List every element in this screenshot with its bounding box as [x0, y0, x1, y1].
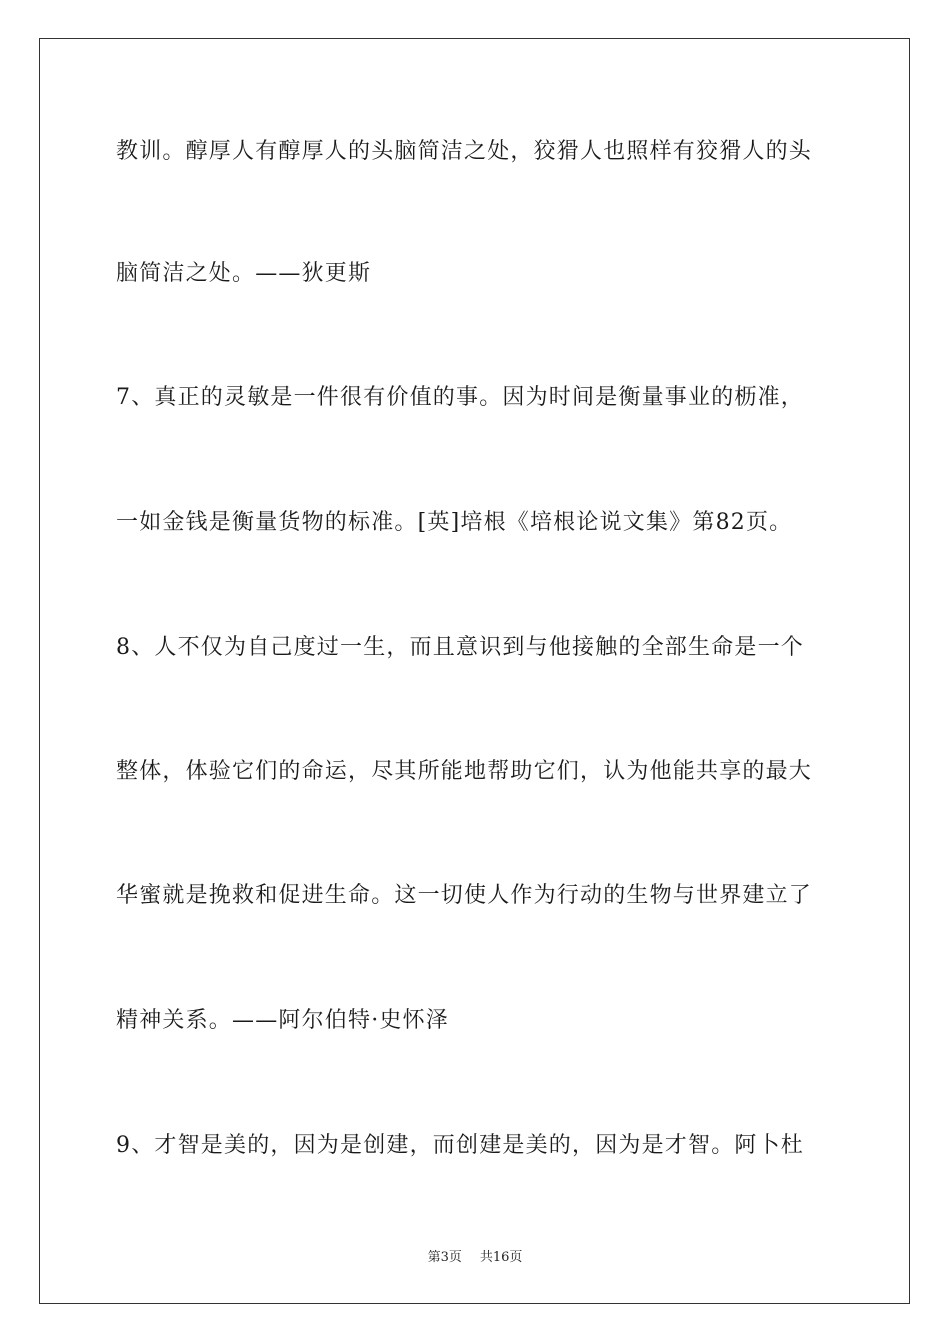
- page-number: 第3页: [427, 1250, 462, 1265]
- text-line: 整体，体验它们的命运，尽其所能地帮助它们，认为他能共享的最大: [116, 759, 813, 784]
- text-line: 7、真正的灵敏是一件很有价值的事。因为时间是衡量事业的枥准，: [116, 385, 804, 410]
- text-line: 精神关系。——阿尔伯特·史怀泽: [116, 1008, 449, 1033]
- page-border: [39, 38, 910, 1304]
- text-line: 一如金钱是衡量货物的标准。[英]培根《培根论说文集》第82页。: [116, 510, 793, 535]
- page-footer: [0, 1246, 950, 1265]
- text-line: 8、人不仅为自己度过一生，而且意识到与他接触的全部生命是一个: [116, 635, 804, 660]
- text-line: 教训。醇厚人有醇厚人的头脑简洁之处，狡猾人也照样有狡猾人的头: [116, 139, 813, 164]
- text-line: 脑简洁之处。——狄更斯: [116, 261, 372, 286]
- text-line: 9、才智是美的，因为是创建，而创建是美的，因为是才智。阿卜杜: [116, 1133, 804, 1158]
- page-total: 共16页: [479, 1250, 523, 1265]
- text-line: 华蜜就是挽救和促进生命。这一切使人作为行动的生物与世界建立了: [116, 883, 813, 908]
